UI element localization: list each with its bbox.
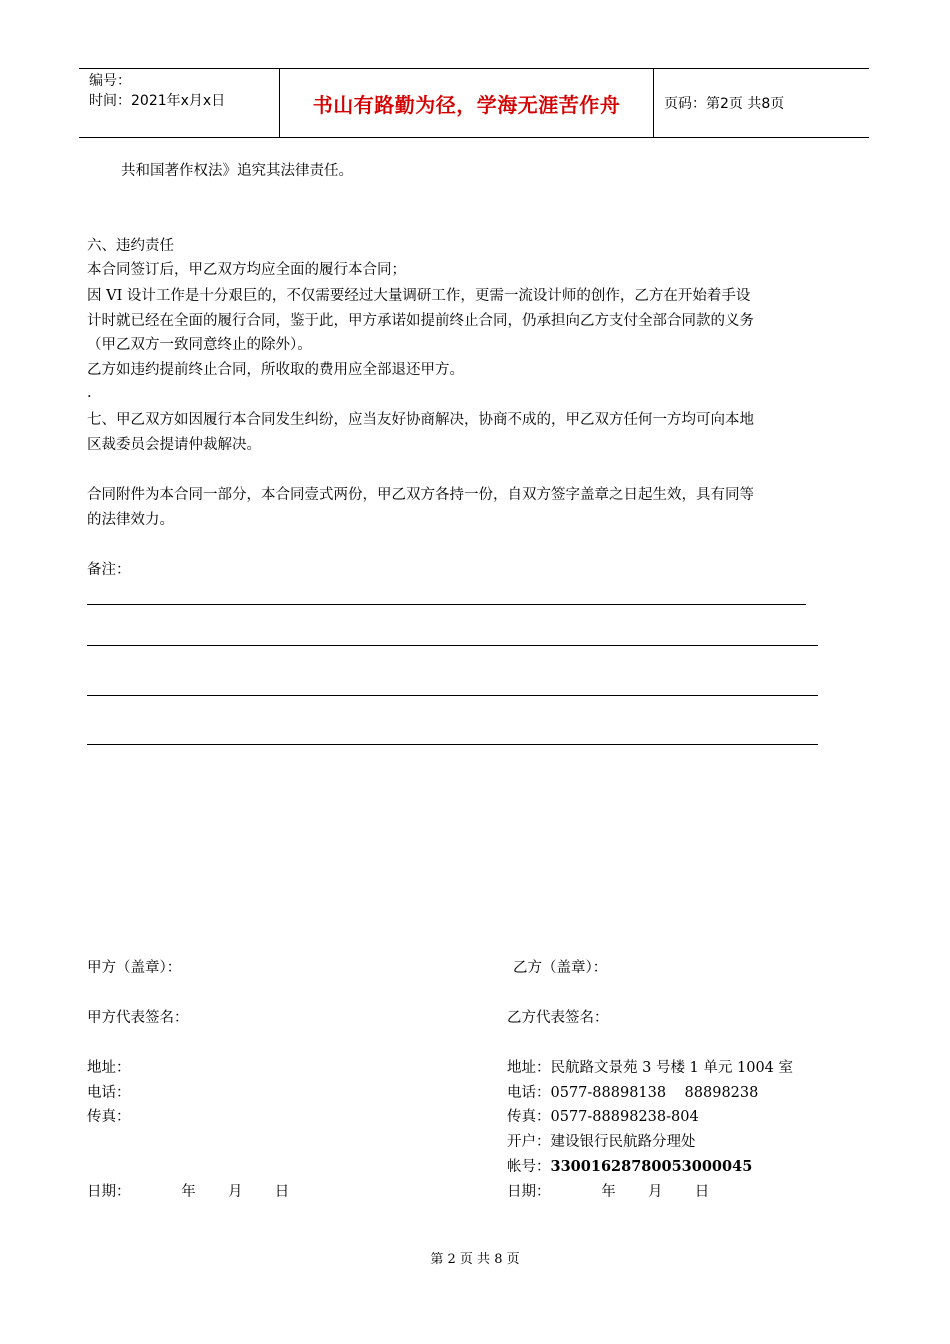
- remarks-line-4: [87, 744, 818, 745]
- page-footer: 第 2 页 共 8 页: [430, 1252, 520, 1267]
- remarks-line-3: [87, 695, 818, 696]
- paragraph-2-line3: （甲乙双方一致同意终止的除外）。: [87, 337, 312, 353]
- party-b-bank: 开户：建设银行民航路分理处: [507, 1134, 696, 1150]
- party-a-date: 日期： 年 月 日: [87, 1184, 290, 1200]
- party-b-rep: 乙方代表签名：: [507, 1010, 609, 1026]
- party-b-phone: 电话：0577-88898138 88898238: [507, 1085, 759, 1101]
- party-a-address: 地址：: [87, 1060, 131, 1076]
- party-b-seal: 乙方（盖章）：: [513, 960, 608, 976]
- header-motto: 书山有路勤为径，学海无涯苦作舟: [280, 69, 654, 137]
- party-a-fax: 传真：: [87, 1109, 131, 1125]
- header-page-number: 页码：第2页 共8页: [664, 96, 785, 112]
- section6-title: 六、违约责任: [87, 238, 174, 254]
- copyright-line: 共和国著作权法》追究其法律责任。: [121, 163, 353, 179]
- party-b-account: [507, 1158, 752, 1176]
- section7-line2: 区裁委员会提请仲裁解决。: [87, 437, 261, 453]
- party-a-rep: 甲方代表签名：: [87, 1010, 189, 1026]
- party-b-account-value: 33001628780053000045: [550, 1158, 753, 1175]
- stray-dot: .: [87, 385, 92, 401]
- header-time: 时间：2021年x月x日: [89, 93, 226, 109]
- paragraph-2-line1: 因 VI 设计工作是十分艰巨的，不仅需要经过大量调研工作，更需一流设计师的创作，乙方在开始着手设: [87, 288, 751, 304]
- remarks-label: 备注：: [87, 562, 131, 578]
- party-a-seal: 甲方（盖章）：: [87, 960, 182, 976]
- paragraph-2-line2: 计时就已经在全面的履行合同，鉴于此，甲方承诺如提前终止合同，仍承担向乙方支付全部合同款的义务: [87, 313, 754, 329]
- party-a-phone: 电话：: [87, 1085, 131, 1101]
- paragraph-1: 本合同签订后，甲乙双方均应全面的履行本合同；: [87, 262, 406, 278]
- paragraph-3: 乙方如违约提前终止合同，所收取的费用应全部退还甲方。: [87, 362, 464, 378]
- page-header: [79, 68, 869, 138]
- party-b-address: 地址：民航路文景苑 3 号楼 1 单元 1004 室: [507, 1060, 794, 1076]
- remarks-line-1: [87, 604, 806, 605]
- header-number: 编号：: [89, 73, 131, 89]
- party-b-account-label: 帐号：: [507, 1159, 551, 1175]
- header-meta: [79, 69, 280, 137]
- annex-line2: 的法律效力。: [87, 512, 174, 528]
- section7-line1: 七、甲乙双方如因履行本合同发生纠纷，应当友好协商解决，协商不成的，甲乙双方任何一方均可向本地: [87, 412, 754, 428]
- party-b-date: 日期： 年 月 日: [507, 1184, 710, 1200]
- party-b-fax: 传真：0577-88898238-804: [507, 1109, 699, 1125]
- remarks-line-2: [87, 645, 818, 646]
- annex-line1: 合同附件为本合同一部分，本合同壹式两份，甲乙双方各持一份，自双方签字盖章之日起生效，具有同等: [87, 487, 754, 503]
